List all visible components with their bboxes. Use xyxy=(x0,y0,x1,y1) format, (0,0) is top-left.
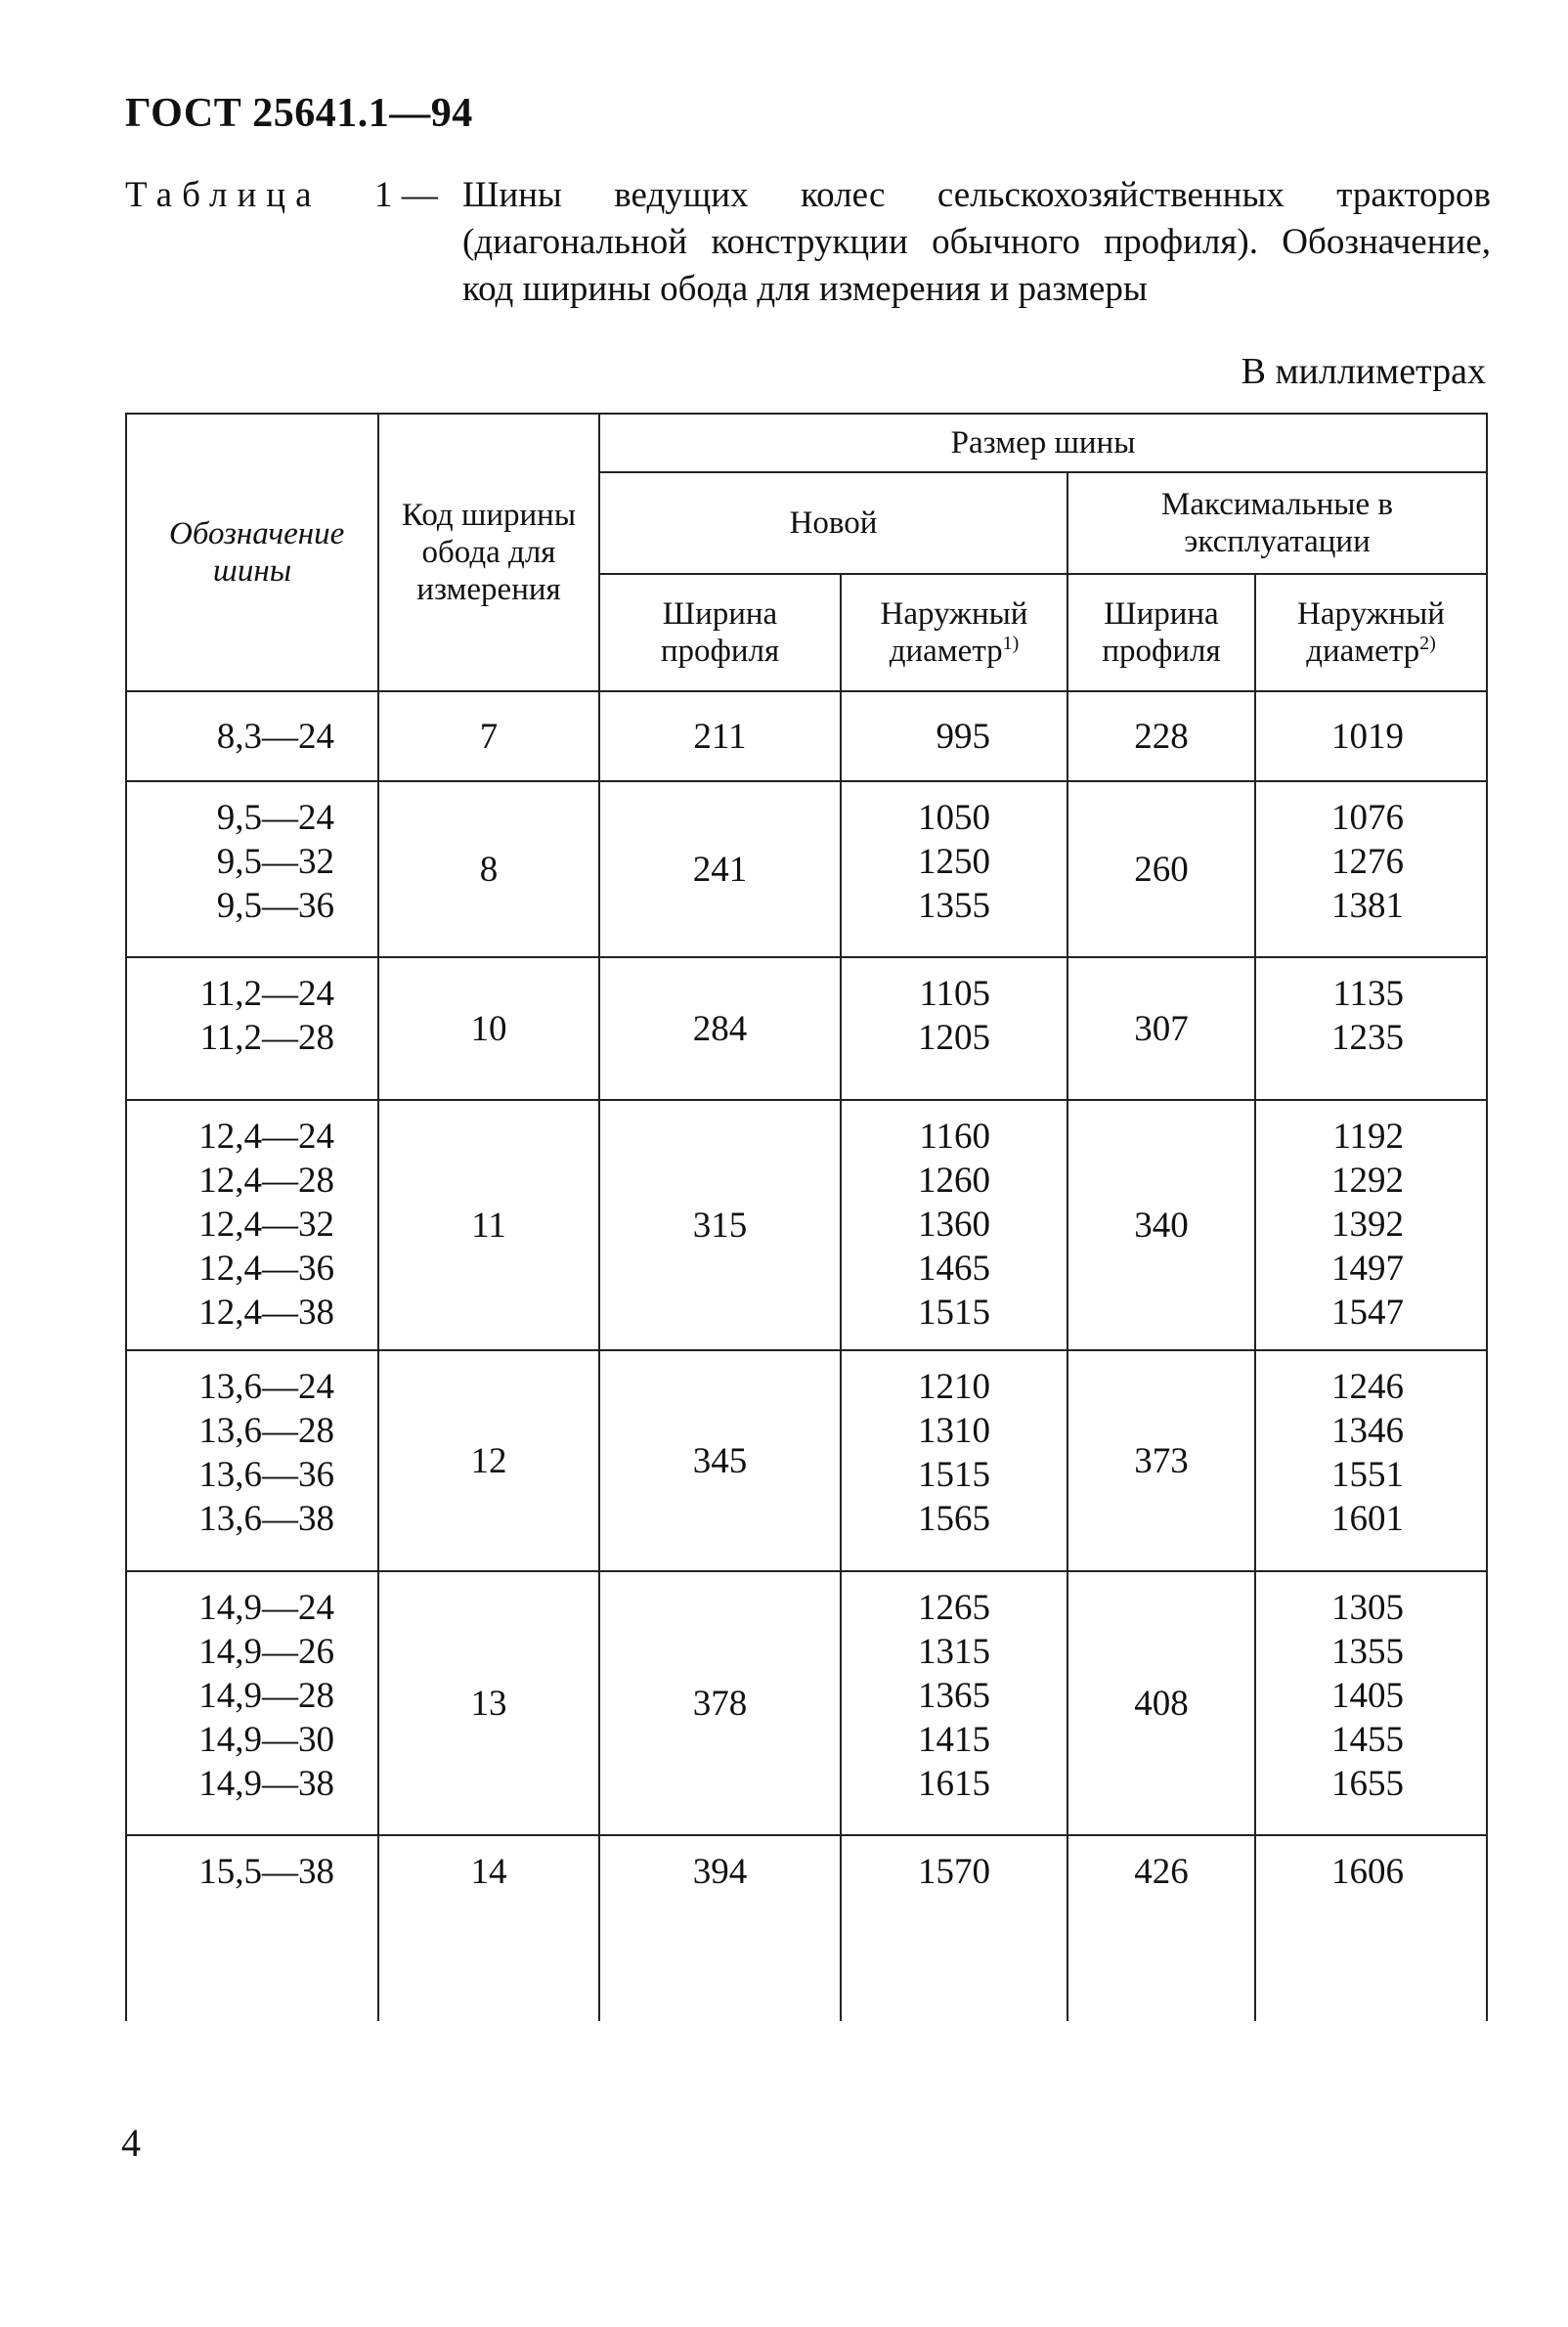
cell-max-width: 307 xyxy=(1067,957,1255,1100)
cell-new-diameter-value: 1210 xyxy=(918,1367,990,1407)
header-tire-size: Размер шины xyxy=(599,414,1487,472)
table-row xyxy=(126,957,1487,1100)
cell-max-diameter-value: 1235 xyxy=(1331,1018,1405,1058)
cell-designation-value: 11,2—24 xyxy=(199,974,334,1014)
cell-max-diameter-value: 1346 xyxy=(1331,1411,1405,1451)
caption-number: 1 — xyxy=(374,175,438,215)
cell-new-diameter-value: 1260 xyxy=(918,1161,990,1201)
cell-rim-code: 7 xyxy=(378,691,599,781)
cell-designation-value: 9,5—24 xyxy=(216,798,334,838)
cell-rim-code: 10 xyxy=(378,957,599,1100)
cell-max-diameter-value: 1497 xyxy=(1331,1249,1405,1289)
cell-new-diameter-value: 1310 xyxy=(918,1411,990,1451)
cell-designation-value: 11,2—28 xyxy=(199,1018,334,1058)
header-max-width: Ширина профиля xyxy=(1067,574,1255,691)
cell-new-diameter-value: 1515 xyxy=(918,1293,990,1333)
cell-new-width: 345 xyxy=(599,1350,841,1571)
tire-table-container xyxy=(125,413,1486,2021)
document-header: ГОСТ 25641.1—94 xyxy=(125,91,473,136)
caption-text: Шины ведущих колес сельскохозяйственных тракторов (диагональной конструкции обычного профиля). Обозначение, код ширины обода для измерения и размеры xyxy=(462,175,1491,309)
caption-label: Таблица xyxy=(125,175,322,215)
units-note: В миллиметрах xyxy=(1241,351,1486,392)
cell-designation-value: 12,4—36 xyxy=(198,1249,334,1289)
cell-designation-value: 13,6—38 xyxy=(198,1499,334,1539)
cell-new-diameter-value: 1205 xyxy=(918,1018,990,1058)
cell-max-diameter-value: 1076 xyxy=(1331,798,1405,838)
cell-rim-code: 14 xyxy=(378,1835,599,2021)
cell-max-diameter-value: 1547 xyxy=(1331,1293,1405,1333)
cell-max-diameter-value: 1606 xyxy=(1331,1852,1405,1892)
cell-max-diameter-value: 1305 xyxy=(1331,1588,1405,1628)
cell-designation-value: 14,9—30 xyxy=(198,1720,334,1760)
cell-max-diameter xyxy=(1255,957,1487,1100)
header-max-diameter: Наружный диаметр$^{2)}$ xyxy=(1255,574,1487,691)
cell-new-diameter-value: 1615 xyxy=(918,1764,990,1804)
table-header xyxy=(126,414,1487,691)
cell-designation xyxy=(126,691,378,781)
cell-new-diameter xyxy=(841,781,1067,957)
cell-designation-value: 13,6—36 xyxy=(198,1455,334,1495)
cell-new-width: 394 xyxy=(599,1835,841,2021)
cell-designation-value: 12,4—28 xyxy=(198,1161,334,1201)
table-row xyxy=(126,1571,1487,1835)
cell-designation xyxy=(126,1100,378,1350)
cell-rim-code: 12 xyxy=(378,1350,599,1571)
cell-new-width: 284 xyxy=(599,957,841,1100)
tire-table xyxy=(125,413,1488,2021)
cell-designation-value: 12,4—38 xyxy=(198,1293,334,1333)
cell-new-diameter-value: 1360 xyxy=(918,1205,990,1245)
cell-new-diameter xyxy=(841,957,1067,1100)
cell-max-width: 340 xyxy=(1067,1100,1255,1350)
cell-new-diameter-value: 1315 xyxy=(918,1632,990,1672)
cell-designation xyxy=(126,1835,378,2021)
header-rim-code: Код ширины обода для измерения xyxy=(378,414,599,691)
footnote-marker-1: 1) xyxy=(1002,633,1020,654)
header-new-width: Ширина профиля xyxy=(599,574,841,691)
table-row xyxy=(126,1100,1487,1350)
cell-max-diameter-value: 1276 xyxy=(1331,842,1405,882)
cell-designation-value: 12,4—32 xyxy=(198,1205,334,1245)
cell-new-diameter-value: 1465 xyxy=(918,1249,990,1289)
header-designation: Обозначение шины xyxy=(126,414,378,691)
cell-new-diameter-value: 1250 xyxy=(918,842,990,882)
cell-designation-value: 9,5—36 xyxy=(216,886,334,926)
cell-new-diameter-value: 1565 xyxy=(918,1499,990,1539)
cell-max-diameter-value: 1455 xyxy=(1331,1720,1405,1760)
cell-max-diameter-value: 1135 xyxy=(1332,974,1405,1014)
table-row xyxy=(126,1350,1487,1571)
cell-max-diameter xyxy=(1255,691,1487,781)
cell-new-width: 211 xyxy=(599,691,841,781)
cell-new-diameter-value: 1355 xyxy=(918,886,990,926)
cell-new-diameter-value: 1105 xyxy=(919,974,990,1014)
cell-max-diameter-value: 1381 xyxy=(1331,886,1405,926)
cell-designation xyxy=(126,957,378,1100)
cell-designation-value: 14,9—28 xyxy=(198,1676,334,1716)
cell-max-diameter-value: 1655 xyxy=(1331,1764,1405,1804)
table-row xyxy=(126,691,1487,781)
cell-new-width: 241 xyxy=(599,781,841,957)
cell-new-diameter-value: 1365 xyxy=(918,1676,990,1716)
cell-new-diameter-value: 995 xyxy=(936,716,990,757)
cell-designation-value: 13,6—24 xyxy=(198,1367,334,1407)
cell-rim-code: 13 xyxy=(378,1571,599,1835)
header-new: Новой xyxy=(599,472,1067,574)
cell-designation-value: 8,3—24 xyxy=(216,716,334,757)
cell-designation xyxy=(126,781,378,957)
cell-new-diameter xyxy=(841,1350,1067,1571)
cell-max-diameter-value: 1355 xyxy=(1331,1632,1405,1672)
cell-max-diameter-value: 1551 xyxy=(1331,1455,1405,1495)
cell-designation-value: 15,5—38 xyxy=(198,1852,334,1892)
cell-new-diameter-value: 1570 xyxy=(918,1852,990,1892)
cell-max-diameter-value: 1019 xyxy=(1331,716,1405,757)
table-row xyxy=(126,1835,1487,2021)
cell-new-diameter-value: 1160 xyxy=(919,1117,990,1157)
cell-rim-code: 8 xyxy=(378,781,599,957)
cell-max-diameter xyxy=(1255,1350,1487,1571)
cell-designation-value: 9,5—32 xyxy=(216,842,334,882)
table-body xyxy=(126,691,1487,2021)
cell-max-diameter-value: 1192 xyxy=(1332,1117,1405,1157)
cell-max-width: 408 xyxy=(1067,1571,1255,1835)
cell-designation xyxy=(126,1350,378,1571)
cell-designation-value: 13,6—28 xyxy=(198,1411,334,1451)
cell-designation-value: 14,9—26 xyxy=(198,1632,334,1672)
cell-max-width: 228 xyxy=(1067,691,1255,781)
cell-new-width: 378 xyxy=(599,1571,841,1835)
table-row xyxy=(126,781,1487,957)
cell-new-diameter-value: 1265 xyxy=(918,1588,990,1628)
cell-new-diameter xyxy=(841,691,1067,781)
cell-max-diameter-value: 1392 xyxy=(1331,1205,1405,1245)
cell-max-diameter-value: 1405 xyxy=(1331,1676,1405,1716)
cell-max-diameter xyxy=(1255,1571,1487,1835)
cell-new-diameter xyxy=(841,1100,1067,1350)
cell-max-diameter xyxy=(1255,1100,1487,1350)
cell-designation-value: 14,9—38 xyxy=(198,1764,334,1804)
header-new-diameter: Наружный диаметр$^{1)}$ xyxy=(841,574,1067,691)
cell-max-width: 426 xyxy=(1067,1835,1255,2021)
cell-max-diameter xyxy=(1255,1835,1487,2021)
header-max-in-service: Максимальные в эксплуатации xyxy=(1067,472,1487,574)
cell-new-diameter-value: 1515 xyxy=(918,1455,990,1495)
cell-max-diameter-value: 1292 xyxy=(1331,1161,1405,1201)
footnote-marker-2: 2) xyxy=(1419,633,1436,654)
cell-new-width: 315 xyxy=(599,1100,841,1350)
cell-max-width: 373 xyxy=(1067,1350,1255,1571)
cell-new-diameter-value: 1050 xyxy=(918,798,990,838)
cell-max-diameter xyxy=(1255,781,1487,957)
cell-new-diameter xyxy=(841,1571,1067,1835)
cell-rim-code: 11 xyxy=(378,1100,599,1350)
cell-max-diameter-value: 1601 xyxy=(1331,1499,1405,1539)
cell-new-diameter xyxy=(841,1835,1067,2021)
cell-new-diameter-value: 1415 xyxy=(918,1720,990,1760)
cell-designation-value: 12,4—24 xyxy=(198,1117,334,1157)
cell-max-diameter-value: 1246 xyxy=(1331,1367,1405,1407)
cell-designation xyxy=(126,1571,378,1835)
page-number: 4 xyxy=(121,2121,141,2165)
cell-designation-value: 14,9—24 xyxy=(198,1588,334,1628)
cell-max-width: 260 xyxy=(1067,781,1255,957)
